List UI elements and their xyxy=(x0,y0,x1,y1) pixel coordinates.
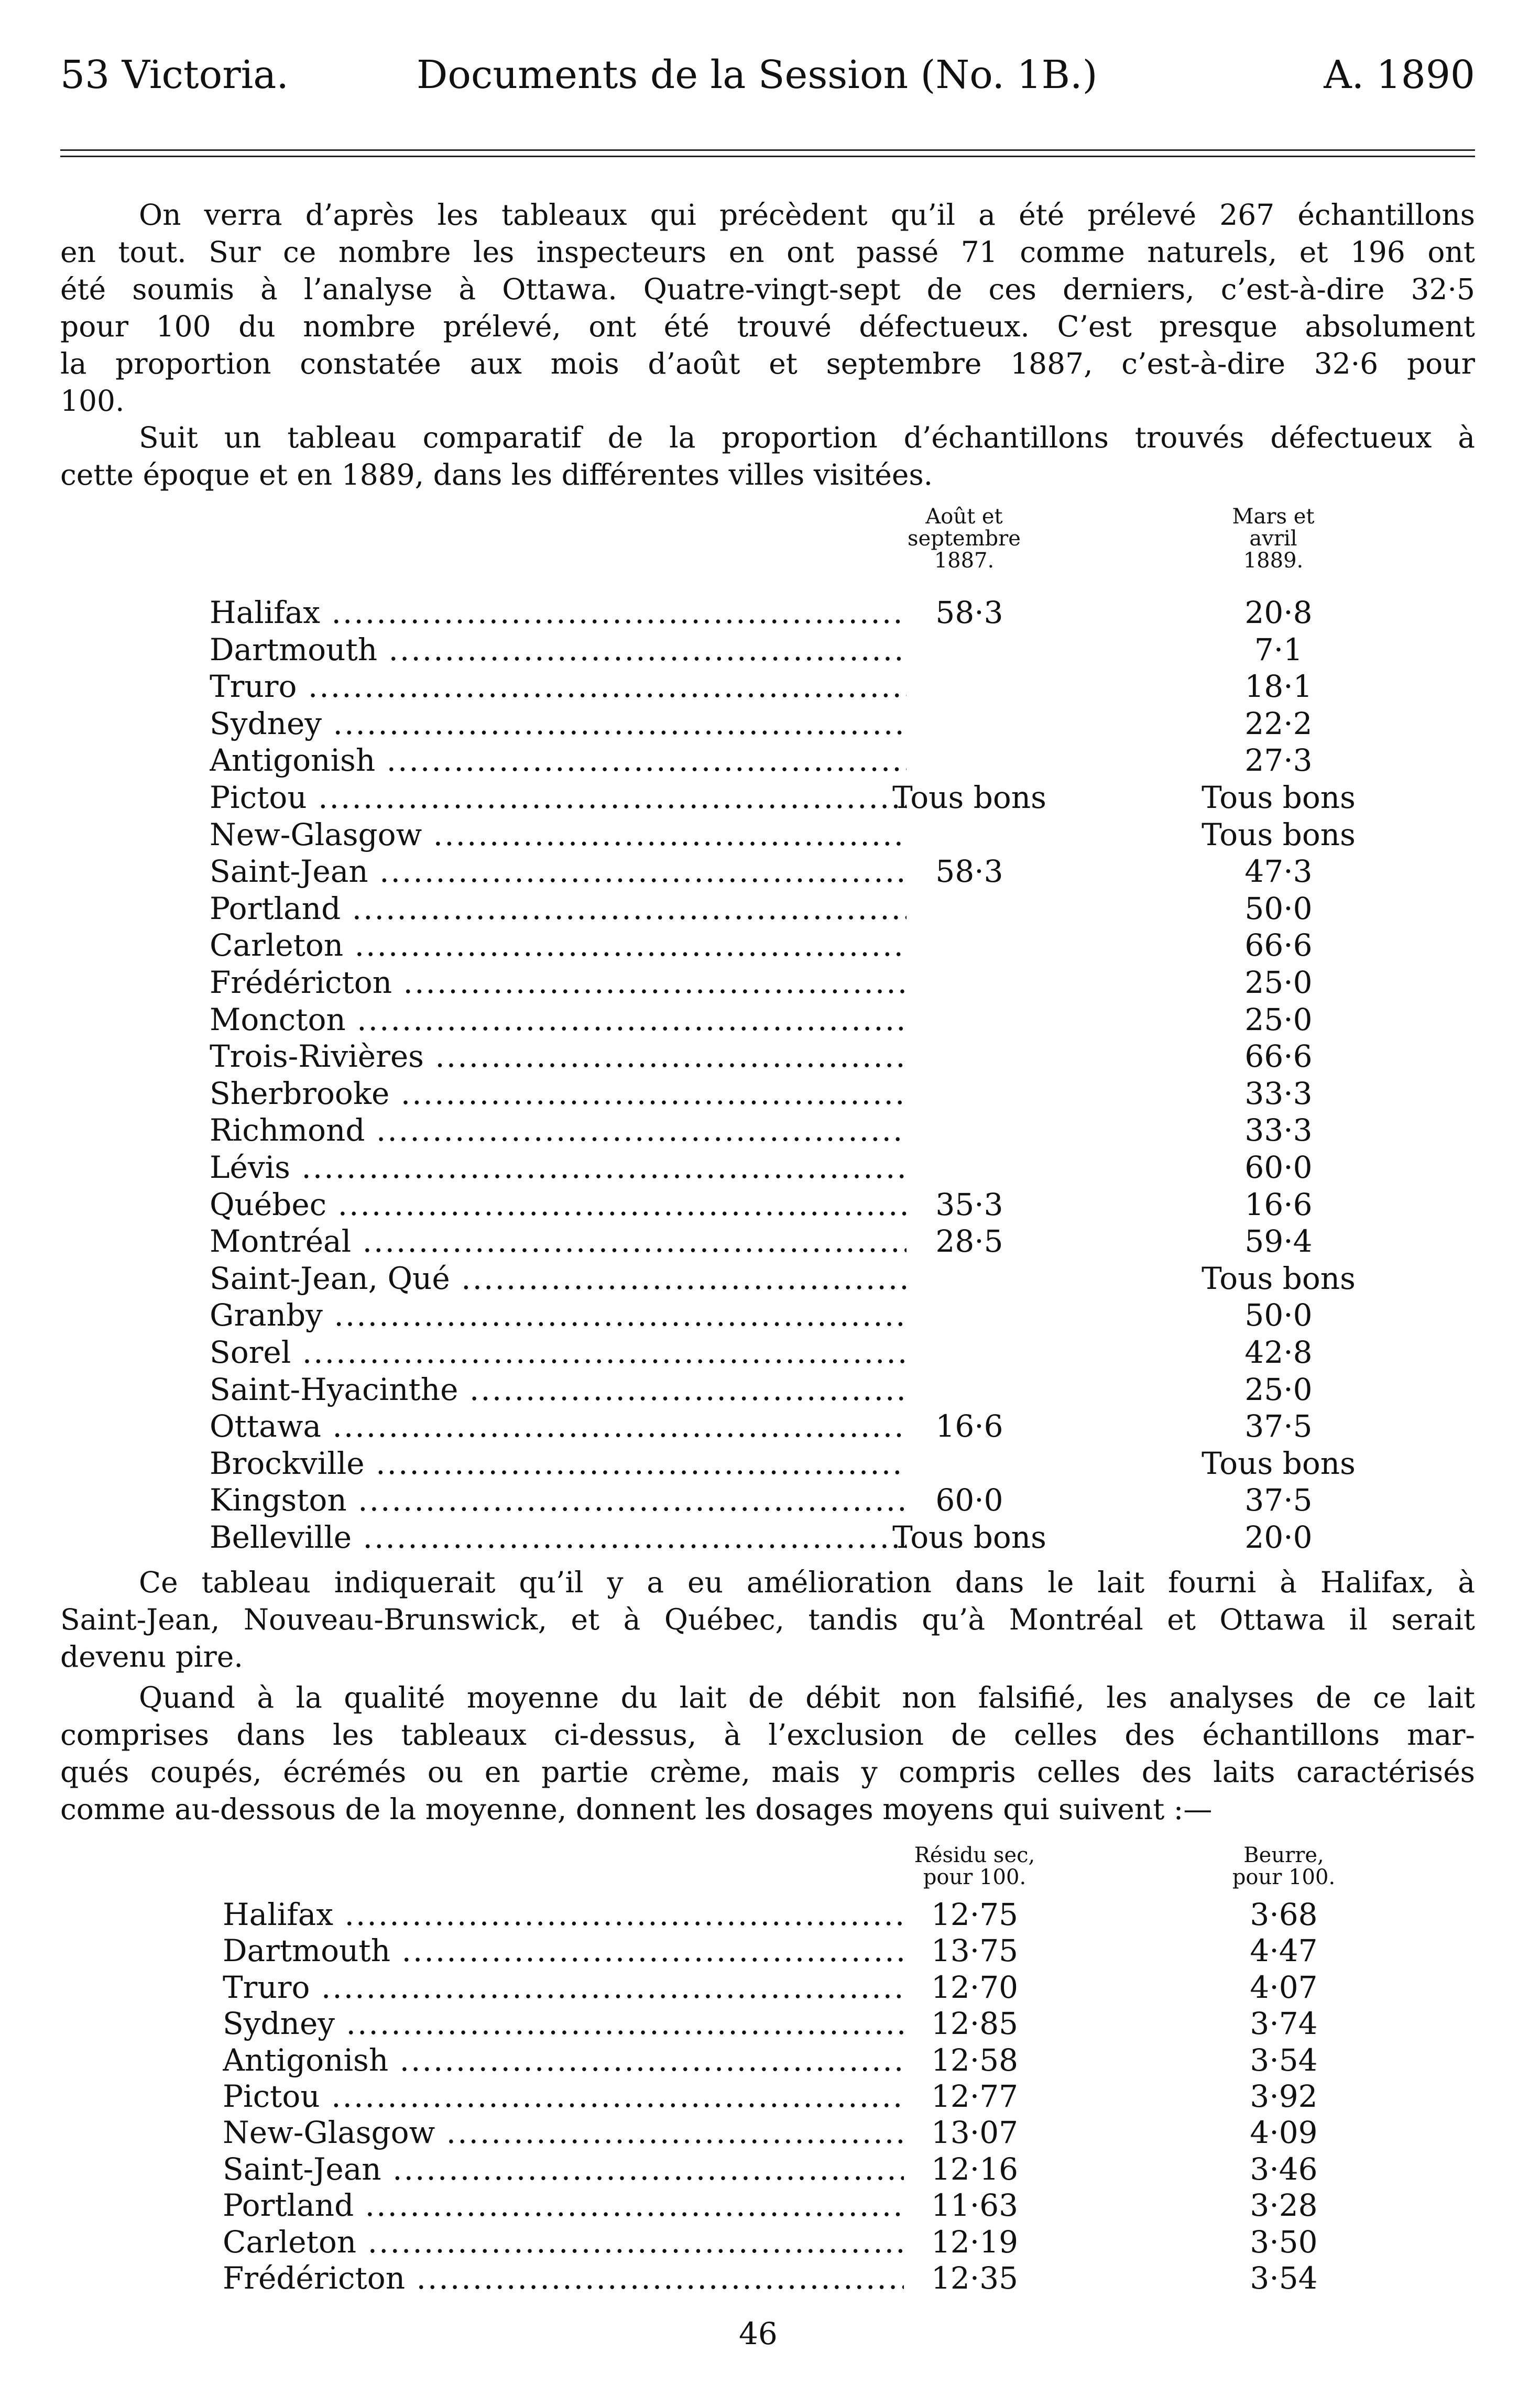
value-col2: 25·0 xyxy=(1244,965,1313,1000)
table-row xyxy=(0,854,1540,890)
row-label: Truro ..... xyxy=(210,669,906,704)
value-col2: 37·5 xyxy=(1244,1482,1313,1518)
row-label: Saint-Jean ..... xyxy=(210,854,906,889)
value-col2: Tous bons xyxy=(1202,816,1356,852)
value-col2: 66·6 xyxy=(1244,927,1313,964)
row-label: Lévis ..... xyxy=(210,1150,906,1185)
value-col1: Tous bons xyxy=(892,1519,1046,1555)
row-label: Richmond ..... xyxy=(210,1112,906,1148)
row-label: Ottawa ..... xyxy=(210,1408,906,1444)
row-label: Halifax ..... xyxy=(210,595,906,630)
value-col2: 66·6 xyxy=(1244,1038,1313,1075)
value-col2: 25·0 xyxy=(1244,1001,1313,1037)
paragraph-4 xyxy=(60,1679,1475,1828)
text-line: On verra d’après les tableaux qui précèdent qu’il a été prélevé 267 échantillons xyxy=(139,198,1475,232)
table-row xyxy=(0,1482,1540,1519)
value-col2: 18·1 xyxy=(1244,669,1313,705)
table-row xyxy=(0,742,1540,779)
table-row xyxy=(0,780,1540,816)
value-col2: 50·0 xyxy=(1244,890,1313,926)
value-col1: 12·35 xyxy=(931,2260,1019,2296)
row-label: Pictou ..... xyxy=(210,780,906,815)
paragraph-2 xyxy=(60,419,1475,494)
row-label: Pictou ..... xyxy=(223,2078,904,2114)
text-line: en tout. Sur ce nombre les inspecteurs en ont passé 71 comme naturels, et 196 ont xyxy=(60,235,1475,269)
row-label: Montréal ..... xyxy=(210,1223,906,1259)
table-row xyxy=(0,817,1540,854)
text-line: pour 100 du nombre prélevé, ont été trouvé défectueux. C’est presque absolument xyxy=(60,310,1475,343)
row-label: Granby ..... xyxy=(210,1297,906,1333)
text-line: Ce tableau indiquerait qu’il y a eu amélioration dans le lait fourni à Halifax, à xyxy=(139,1566,1475,1599)
value-col1: 12·70 xyxy=(931,1969,1019,2005)
text-line: comprises dans les tableaux ci-dessus, à l’exclusion de celles des échantillons mar- xyxy=(60,1718,1475,1752)
table-row xyxy=(0,1261,1540,1297)
table-row xyxy=(0,632,1540,669)
value-col2: 25·0 xyxy=(1244,1371,1313,1407)
row-label: Belleville ..... xyxy=(210,1519,906,1555)
table-row xyxy=(0,2260,1540,2297)
value-col2: 33·3 xyxy=(1244,1112,1313,1148)
value-col2: 3·54 xyxy=(1250,2042,1318,2078)
text-line: la proportion constatée aux mois d’août et septembre 1887, c’est-à-dire 32·6 pour xyxy=(60,347,1475,380)
table-row xyxy=(0,1970,1540,2006)
value-col2: 59·4 xyxy=(1244,1223,1313,1260)
table-row xyxy=(0,891,1540,927)
table-row xyxy=(0,1112,1540,1149)
header-line: pour 100. xyxy=(1232,1865,1336,1889)
header-line: avril xyxy=(1249,527,1297,551)
table-row xyxy=(0,2042,1540,2079)
text-line: Suit un tableau comparatif de la proportion d’échantillons trouvés défectueux à xyxy=(139,421,1475,454)
value-col2: 47·3 xyxy=(1244,854,1313,890)
row-label: Brockville ..... xyxy=(210,1446,906,1481)
header-line: Août et xyxy=(925,505,1003,529)
value-col2: 20·8 xyxy=(1244,595,1313,630)
value-col2: 50·0 xyxy=(1244,1297,1313,1333)
text-line: qués coupés, écrémés ou en partie crème, mais y compris celles des laits caractérisés xyxy=(60,1755,1475,1789)
value-col1: 12·77 xyxy=(931,2078,1019,2114)
value-col2: 7·1 xyxy=(1254,631,1303,668)
table-row xyxy=(0,1076,1540,1112)
table-row xyxy=(0,1933,1540,1970)
row-label: Truro ..... xyxy=(223,1970,904,2005)
table-row xyxy=(0,1150,1540,1186)
value-col2: 3·54 xyxy=(1250,2260,1318,2296)
table-row xyxy=(0,1446,1540,1482)
header-line: 1887. xyxy=(934,549,995,573)
row-label: Antigonish ..... xyxy=(210,742,906,778)
value-col2: 60·0 xyxy=(1244,1150,1313,1185)
value-col1: 16·6 xyxy=(935,1408,1003,1445)
header-volume: 53 Victoria. xyxy=(60,52,289,97)
value-col2: 42·8 xyxy=(1244,1334,1313,1370)
row-label: Sydney ..... xyxy=(223,2006,904,2041)
value-col2: Tous bons xyxy=(1202,1445,1356,1481)
table-row xyxy=(0,2224,1540,2261)
value-col1: Tous bons xyxy=(892,780,1046,815)
value-col1: 13·75 xyxy=(931,1933,1019,1969)
row-label: Frédéricton ..... xyxy=(223,2260,904,2296)
text-line: devenu pire. xyxy=(60,1640,243,1673)
table-row xyxy=(0,2006,1540,2042)
value-col2: 3·46 xyxy=(1250,2151,1318,2187)
header-rule-bottom xyxy=(60,156,1475,157)
row-label: Frédéricton ..... xyxy=(210,965,906,1000)
value-col1: 28·5 xyxy=(935,1223,1003,1260)
value-col2: 4·47 xyxy=(1250,1933,1318,1969)
value-col2: 3·68 xyxy=(1250,1897,1318,1932)
value-col2: 37·5 xyxy=(1244,1408,1313,1445)
table-row xyxy=(0,2078,1540,2115)
value-col1: 60·0 xyxy=(935,1482,1003,1518)
table-row xyxy=(0,1223,1540,1260)
row-label: Carleton ..... xyxy=(210,927,906,963)
row-label: New-Glasgow ..... xyxy=(223,2115,904,2150)
value-col2: 20·0 xyxy=(1244,1519,1313,1555)
row-label: Kingston ..... xyxy=(210,1482,906,1518)
value-col1: 12·19 xyxy=(931,2224,1019,2260)
row-label: Saint-Jean ..... xyxy=(223,2151,904,2187)
row-label: Saint-Hyacinthe ..... xyxy=(210,1372,906,1407)
value-col2: 4·07 xyxy=(1250,1969,1318,2005)
value-col1: 11·63 xyxy=(931,2187,1019,2224)
table-row xyxy=(0,2151,1540,2188)
value-col2: 4·09 xyxy=(1250,2115,1318,2151)
text-line: 100. xyxy=(60,384,125,418)
text-line: été soumis à l’analyse à Ottawa. Quatre-vingt-sept de ces derniers, c’est-à-dire 32·5 xyxy=(60,272,1475,306)
table-row xyxy=(0,669,1540,705)
value-col1: 35·3 xyxy=(935,1186,1003,1222)
text-line: comme au-dessous de la moyenne, donnent les dosages moyens qui suivent :— xyxy=(60,1792,1213,1826)
value-col1: 12·75 xyxy=(931,1897,1019,1932)
row-label: Dartmouth ..... xyxy=(223,1933,904,1968)
row-label: Dartmouth ..... xyxy=(210,632,906,668)
row-label: Saint-Jean, Qué ..... xyxy=(210,1261,906,1296)
value-col2: Tous bons xyxy=(1202,780,1356,815)
value-col2: 16·6 xyxy=(1244,1186,1313,1222)
value-col1: 12·16 xyxy=(931,2151,1019,2187)
paragraph-3 xyxy=(60,1564,1475,1676)
row-label: Sorel ..... xyxy=(210,1334,906,1370)
header-line: Résidu sec, xyxy=(914,1843,1035,1867)
row-label: Sydney ..... xyxy=(210,706,906,741)
table-row xyxy=(0,2187,1540,2224)
value-col1: 12·58 xyxy=(931,2042,1019,2078)
row-label: Portland ..... xyxy=(210,891,906,926)
row-label: Moncton ..... xyxy=(210,1002,906,1037)
header-year: A. 1890 xyxy=(1324,52,1475,97)
table-row xyxy=(0,706,1540,742)
table-row xyxy=(0,1372,1540,1408)
header-line: Mars et xyxy=(1232,505,1315,529)
table1-col1-header xyxy=(886,506,1043,572)
value-col2: 3·28 xyxy=(1250,2187,1318,2224)
table-row xyxy=(0,1297,1540,1334)
table-row xyxy=(0,1187,1540,1223)
table2-col2-header xyxy=(1205,1844,1362,1888)
row-label: Antigonish ..... xyxy=(223,2042,904,2078)
header-title: Documents de la Session (No. 1B.) xyxy=(417,52,1098,97)
table-row xyxy=(0,2115,1540,2151)
table-row xyxy=(0,1519,1540,1556)
table-row xyxy=(0,1038,1540,1075)
table-row xyxy=(0,927,1540,964)
text-line: Saint-Jean, Nouveau-Brunswick, et à Québec, tandis qu’à Montréal et Ottawa il serait xyxy=(60,1603,1475,1636)
value-col2: 22·2 xyxy=(1244,705,1313,741)
row-label: Québec ..... xyxy=(210,1187,906,1222)
text-line: cette époque et en 1889, dans les différentes villes visitées. xyxy=(60,458,933,491)
table-row xyxy=(0,1002,1540,1038)
row-label: New-Glasgow ..... xyxy=(210,817,906,852)
value-col2: 3·74 xyxy=(1250,2006,1318,2042)
row-label: Trois-Rivières ..... xyxy=(210,1038,906,1074)
row-label: Halifax ..... xyxy=(223,1897,904,1932)
value-col2: 33·3 xyxy=(1244,1075,1313,1111)
value-col1: 58·3 xyxy=(935,595,1003,630)
running-header xyxy=(60,52,1475,110)
value-col2: 27·3 xyxy=(1244,742,1313,779)
table1-col2-header xyxy=(1195,506,1352,572)
paragraph-1 xyxy=(60,196,1475,420)
row-label: Portland ..... xyxy=(223,2187,904,2223)
header-line: septembre xyxy=(908,527,1021,551)
value-col1: 12·85 xyxy=(931,2006,1019,2042)
value-col1: 58·3 xyxy=(935,854,1003,890)
value-col1: 13·07 xyxy=(931,2115,1019,2151)
value-col2: 3·50 xyxy=(1250,2224,1318,2260)
header-line: 1889. xyxy=(1243,549,1304,573)
value-col2: 3·92 xyxy=(1250,2078,1318,2114)
header-line: Beurre, xyxy=(1243,1843,1324,1867)
header-line: pour 100. xyxy=(923,1865,1026,1889)
header-rule-top xyxy=(60,149,1475,151)
table-row xyxy=(0,595,1540,631)
table-row xyxy=(0,1897,1540,1933)
table-row xyxy=(0,1334,1540,1371)
value-col2: Tous bons xyxy=(1202,1260,1356,1296)
table-row xyxy=(0,965,1540,1001)
row-label: Sherbrooke ..... xyxy=(210,1076,906,1111)
table2-col1-header xyxy=(896,1844,1053,1888)
text-line: Quand à la qualité moyenne du lait de débit non falsifié, les analyses de ce lait xyxy=(139,1681,1475,1714)
page-number: 46 xyxy=(739,2316,778,2351)
table-row xyxy=(0,1408,1540,1445)
row-label: Carleton ..... xyxy=(223,2224,904,2260)
